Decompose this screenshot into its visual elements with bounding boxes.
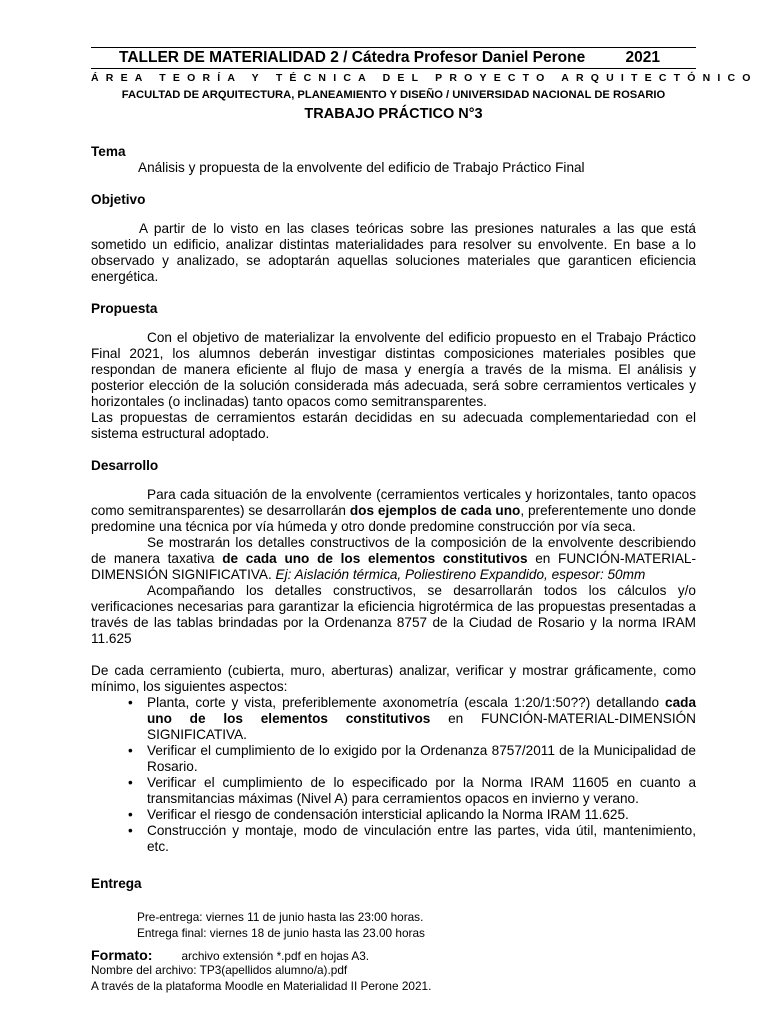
tema-text: Análisis y propuesta de la envolvente del edificio de Trabajo Práctico Final	[138, 160, 585, 175]
header-mid-rule	[91, 68, 696, 69]
heading-tema: Tema	[91, 144, 126, 159]
heading-desarrollo: Desarrollo	[91, 458, 159, 473]
heading-objetivo: Objetivo	[91, 192, 146, 207]
formato-label: Formato:	[91, 948, 153, 964]
document-body	[91, 144, 696, 994]
area-subtitle: ÁREA TEORÍA Y TÉCNICA DEL PROYECTO ARQUITECTÓNICO	[91, 72, 758, 84]
formato-text: archivo extensión *.pdf en hojas A3.	[181, 949, 370, 963]
faculty-line: FACULTAD DE ARQUITECTURA, PLANEAMIENTO Y DISEÑO / UNIVERSIDAD NACIONAL DE ROSARIO	[121, 89, 666, 101]
desarrollo-paragraph-1: Para cada situación de la envolvente (cerramientos verticales y horizontales, tanto opacos como semitransparentes) se desarrollarán dos ejemplos de cada uno, preferentemente uno donde predomine una técnica por vía húmeda y otro donde predomine construcción por vía seca.	[91, 487, 697, 534]
list-item: • Construcción y montaje, modo de vinculación entre las partes, vida útil, mantenimiento, etc.	[128, 823, 696, 854]
desarrollo-paragraph-3: Acompañando los detalles constructivos, se desarrollarán todos los cálculos y/o verificaciones necesarias para garantizar la eficiencia higrotérmica de las propuestas presentadas a través de las tablas brindadas por la Ordenanza 8757 de la Ciudad de Rosario y la norma IRAM 11.625	[91, 583, 696, 646]
desarrollo-paragraph-4: De cada cerramiento (cubierta, muro, aberturas) analizar, verificar y mostrar gráficamente, como mínimo, los siguientes aspectos:	[91, 663, 696, 694]
bullet-icon: •	[128, 807, 133, 822]
bullet-icon: •	[128, 775, 133, 790]
platform-line: A través de la plataforma Moodle en Materialidad II Perone 2021.	[91, 979, 432, 993]
heading-propuesta: Propuesta	[91, 301, 158, 316]
bullet-icon: •	[128, 823, 133, 838]
bullet-icon: •	[128, 695, 133, 710]
list-item: • Verificar el cumplimiento de lo exigido por la Ordenanza 8757/2011 de la Municipalidad de Rosario.	[128, 743, 696, 774]
desarrollo-paragraph-2: Se mostrarán los detalles constructivos de la composición de la envolvente describiendo de manera taxativa de cada uno de los elementos constitutivos en FUNCIÓN-MATERIAL-DIMENSIÓN SIGNIFICATIVA. Ej: Aislación térmica, Poliestireno Expandido, espesor: 50mm	[91, 535, 696, 582]
heading-entrega: Entrega	[91, 876, 142, 891]
propuesta-paragraph-2: Las propuestas de cerramientos estarán decididas en su adecuada complementariedad con el sistema estructural adoptado.	[91, 410, 696, 441]
aspects-list	[91, 695, 696, 855]
propuesta-paragraph-1: Con el objetivo de materializar la envolvente del edificio propuesto en el Trabajo Práctico Final 2021, los alumnos deberán investigar distintas composiciones materiales posibles que respondan de manera eficiente al flujo de masa y energía a través de la misma. El análisis y posterior elección de la solución considerada más adecuada, será sobre cerramientos verticales y horizontales (o inclinadas) tanto opacos como semitransparentes.	[91, 330, 696, 409]
bullet-icon: •	[128, 743, 133, 758]
header-top-rule	[91, 47, 696, 48]
list-item: • Planta, corte y vista, preferiblemente axonometría (escala 1:20/1:50??) detallando cada uno de los elementos constitutivos en FUNCIÓN-MATERIAL-DIMENSIÓN SIGNIFICATIVA.	[128, 695, 696, 742]
practical-work-title: TRABAJO PRÁCTICO N°3	[304, 106, 483, 122]
list-item: • Verificar el riesgo de condensación intersticial aplicando la Norma IRAM 11.625.	[128, 807, 629, 822]
list-item: • Verificar el cumplimiento de lo especificado por la Norma IRAM 11605 en cuanto a transmitancias máximas (Nivel A) para cerramientos opacos en invierno y verano.	[128, 775, 696, 806]
file-name-line: Nombre del archivo: TP3(apellidos alumno/a).pdf	[91, 963, 348, 977]
course-title: TALLER DE MATERIALIDAD 2 / Cátedra Profesor Daniel Perone	[119, 49, 586, 66]
objetivo-text: A partir de lo visto en las clases teóricas sobre las presiones naturales a las que está sometido un edificio, analizar distintas materialidades para resolver su envolvente. En base a lo observado y analizado, se adoptarán aquellas soluciones materiales que garanticen eficiencia energética.	[91, 221, 696, 284]
entrega-final-date: Entrega final: viernes 18 de junio hasta las 23.00 horas	[137, 926, 425, 940]
pre-entrega-date: Pre-entrega: viernes 11 de junio hasta las 23:00 horas.	[137, 910, 424, 924]
course-year: 2021	[625, 49, 660, 66]
